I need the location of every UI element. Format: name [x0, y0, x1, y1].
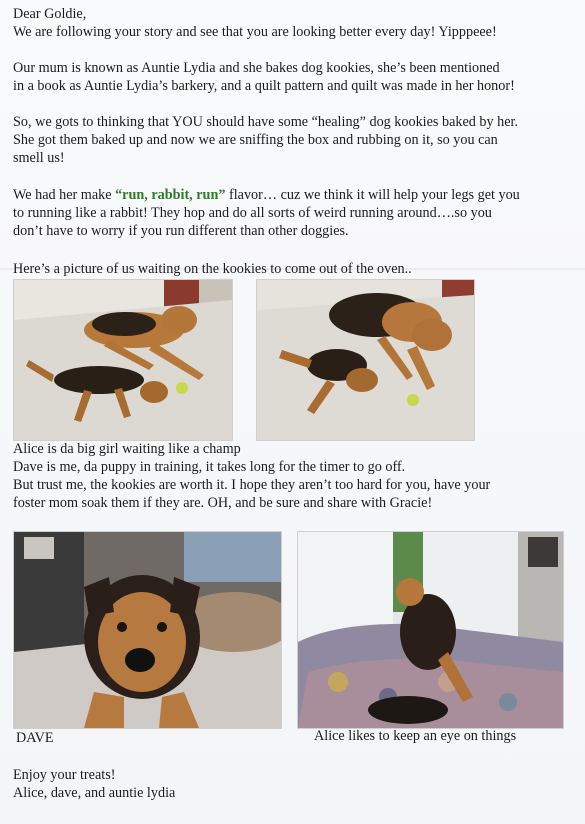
paragraph-line: So, we gots to thinking that YOU should have some “healing” dog kookies baked by her. — [13, 114, 519, 130]
paragraph-alice-dave — [13, 440, 585, 512]
paragraph-line — [13, 186, 585, 204]
photo-dave — [13, 531, 282, 729]
paragraph-line: smell us! — [13, 150, 65, 166]
paragraph-line: Our mum is known as Auntie Lydia and she bakes dog kookies, she’s been mentioned — [13, 60, 500, 76]
flavor-name: “run, rabbit, run” — [115, 187, 226, 203]
photo-dogs-waiting-left-image — [14, 280, 232, 440]
paragraph-healing — [13, 113, 585, 167]
caption-dave: DAVE — [16, 730, 54, 746]
flavor-prefix: We had her make — [13, 187, 116, 203]
greeting: Dear Goldie, — [13, 6, 87, 22]
paragraph-line: in a book as Auntie Lydia’s barkery, and a quilt pattern and quilt was made in her honor! — [13, 78, 515, 94]
photo-dogs-waiting-right-image — [257, 280, 474, 440]
paragraph-line: Alice is da big girl waiting like a champ — [13, 441, 241, 457]
closing-line: Enjoy your treats! — [13, 767, 116, 783]
paragraph-line: foster mom soak them if they are. OH, and be sure and share with Gracie! — [13, 495, 433, 511]
signature: Alice, dave, and auntie lydia — [13, 785, 176, 801]
photo-alice-window-image — [298, 532, 563, 728]
paragraph-flavor — [13, 186, 585, 240]
flavor-suffix: flavor… cuz we think it will help your legs get you — [225, 187, 520, 203]
paragraph-line: She got them baked up and now we are sniffing the box and rubbing on it, so you can — [13, 132, 498, 148]
paragraph-line: Dave is me, da puppy in training, it takes long for the timer to go off. — [13, 459, 406, 475]
paragraph-barkery — [13, 59, 585, 95]
intro-line: We are following your story and see that you are looking better every day! Yipppeee! — [13, 24, 497, 40]
photo-dogs-waiting-left — [13, 279, 233, 441]
caption-alice: Alice likes to keep an eye on things — [314, 728, 517, 744]
photo-dave-image — [14, 532, 281, 728]
photo-dogs-waiting-right — [256, 279, 475, 441]
photo-alice-window — [297, 531, 564, 729]
paragraph-line: to running like a rabbit! They hop and do all sorts of weird running around….so you — [13, 205, 492, 221]
paragraph-line: don’t have to worry if you run different than other doggies. — [13, 223, 349, 239]
picture-intro: Here’s a picture of us waiting on the kookies to come out of the oven.. — [13, 261, 412, 277]
paragraph-line: But trust me, the kookies are worth it. I hope they aren’t too hard for you, have your — [13, 477, 491, 493]
